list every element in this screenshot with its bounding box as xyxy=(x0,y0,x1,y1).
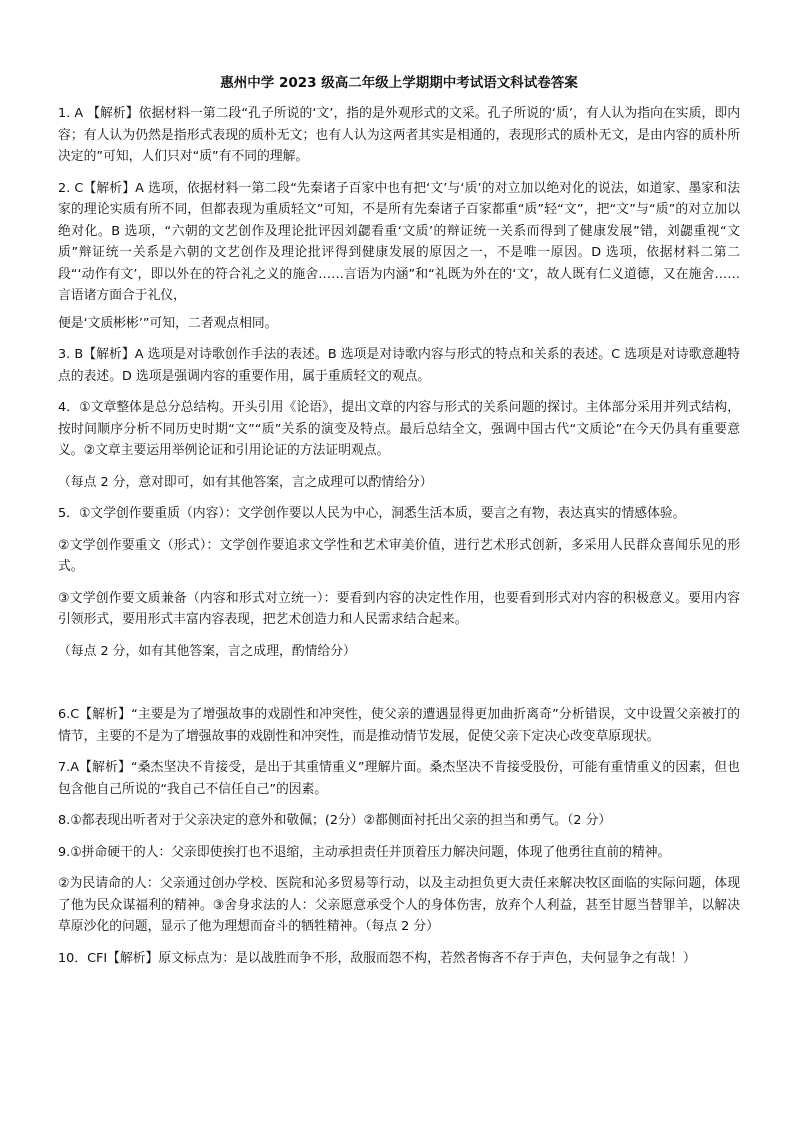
answer-5-point-2 xyxy=(58,535,740,578)
answer-text: 10．CFI【解析】原文标点为：是以战胜而争不形，敌服而怨不构，若然者悔吝不存于声色，夫何显争之有哉！） xyxy=(58,950,696,966)
document-title: 惠州中学 2023 级高二年级上学期期中考试语文科试卷答案 xyxy=(220,75,578,91)
answer-9-point-1 xyxy=(58,842,740,864)
answer-lead: 1. A 【解析】 xyxy=(58,106,139,121)
answer-text: “桑杰坚决不肯接受，是出于其重情重义”理解片面。桑杰坚决不肯接受股份，可能有重情重义的因素，但也包含他自己所说的“我自己不信任自己”的因素。 xyxy=(58,760,740,797)
answer-text: 便是‘文质彬彬’”可知，二者观点相同。 xyxy=(58,315,278,331)
answer-lead: 3. B【解析】 xyxy=(58,347,135,362)
answer-text: 4．①文章整体是总分总结构。开头引用《论语》，提出文章的内容与形式的关系问题的探讨。主体部分采用并列式结构，按时间顺序分析不同历史时期“文”“质”关系的演变及特点。最后总结全文，强调中国古代“文质论”在今天仍具有重要意义。②文章主要运用举例论证和引用论证的方法证明观点。 xyxy=(58,400,740,458)
answer-text: 8.①都表现出听者对于父亲决定的意外和敬佩；(2分）②都侧面衬托出父亲的担当和勇气。（2 分） xyxy=(58,813,612,828)
answer-text: （每点 2 分，意对即可，如有其他答案，言之成理可以酌情给分） xyxy=(58,474,433,490)
answer-text: A 选项，依据材料一第二段“先秦诸子百家中也有把‘文’与‘质’的对立加以绝对化的说法，如道家、墨家和法家的理论实质有所不同，但都表现为重质轻文”可知，不是所有先秦诸子百家都重“质”轻“文”，把“文”与“质”的对立加以绝对化。B 选项，“六朝的文艺创作及理论批评因刘勰看重‘文质’的辩证统一关系而得到了健康发展”错，刘勰重视“文质”辩证统一关系是六朝的文艺创作及理论批评得到健康发展的原因之一，不是唯一原因。D 选项，依据材料二第二段“‘动作有文’，即以外在的符合礼之义的施舍……言语为内涵”和“礼既为外在的‘文’，故人既有仁义道德，又在施舍……言语诸方面合于礼仪， xyxy=(58,180,740,303)
answer-lead: 7.A【解析】 xyxy=(58,760,131,775)
answer-text: ②为民请命的人：父亲通过创办学校、医院和沁多贸易等行动，以及主动担负更大责任来解决牧区面临的实际问题，体现了他为民众谋福利的精神。③舍身求法的人：父亲愿意承受个人的身体伤害，放弃个人利益，甚至甘愿当替罪羊，以解决草原沙化的问题，显示了他为理想而奋斗的牺牲精神。（每点 2 分） xyxy=(58,876,740,934)
answer-6 xyxy=(58,704,740,747)
answer-7 xyxy=(58,757,740,800)
answer-text: 依据材料一第二段“孔子所说的‘文’，指的是外观形式的文采。孔子所说的‘质’，有人认为指向在实质，即内容；有人认为仍然是指形式表现的质朴无文；也有人认为这两者其实是相通的，表现形式的质朴无文，是由内容的质朴所决定的”可知，人们只对“质”有不同的理解。 xyxy=(58,106,740,164)
answer-text: “主要是为了增强故事的戏剧性和冲突性，使父亲的遭遇显得更加曲折离奇”分析错误，文中设置父亲被打的情节，主要的不是为了增强故事的戏剧性和冲突性，而是推动情节发展，促使父亲下定决心改变草原现状。 xyxy=(58,707,740,744)
answer-4 xyxy=(58,397,740,462)
answer-8 xyxy=(58,810,740,832)
answer-1 xyxy=(58,103,740,168)
answer-10 xyxy=(58,948,740,970)
scoring-note-4 xyxy=(58,472,740,494)
answer-text: A 选项是对诗歌创作手法的表述。B 选项是对诗歌内容与形式的特点和关系的表述。C 选项是对诗歌意趣特点的表述。D 选项是强调内容的重要作用，属于重质轻文的观点。 xyxy=(58,347,741,384)
answer-text: ③文学创作要文质兼备（内容和形式对立统一）：要看到内容的决定性作用，也要看到形式对内容的积极意义。要用内容引领形式，要用形式丰富内容表现，把艺术创造力和人民需求结合起来。 xyxy=(58,590,740,627)
scoring-note-5 xyxy=(58,641,740,663)
answer-9-point-2-3 xyxy=(58,873,740,938)
answer-lead: 2. C【解析】 xyxy=(58,180,136,196)
answer-2 xyxy=(58,178,740,307)
answer-3 xyxy=(58,344,740,387)
answer-lead: 6.C【解析】 xyxy=(58,707,132,722)
answer-text: （每点 2 分，如有其他答案，言之成理，酌情给分） xyxy=(58,643,356,659)
answer-2-continued xyxy=(58,313,740,335)
answer-text: 5．①文学创作要重质（内容）：文学创作要以人民为中心，洞悉生活本质，要言之有物，表达真实的情感体验。 xyxy=(58,506,686,521)
answer-text: ②文学创作要重文（形式）：文学创作要追求文学性和艺术审美价值，进行艺术形式创新，多采用人民群众喜闻乐见的形式。 xyxy=(58,537,740,574)
answer-sheet xyxy=(58,74,740,979)
answer-5-point-3 xyxy=(58,588,740,631)
answer-text: 9.①拼命硬干的人：父亲即使挨打也不退缩，主动承担责任并顶着压力解决问题，体现了他勇往直前的精神。 xyxy=(58,844,671,860)
answer-5-point-1 xyxy=(58,503,740,525)
